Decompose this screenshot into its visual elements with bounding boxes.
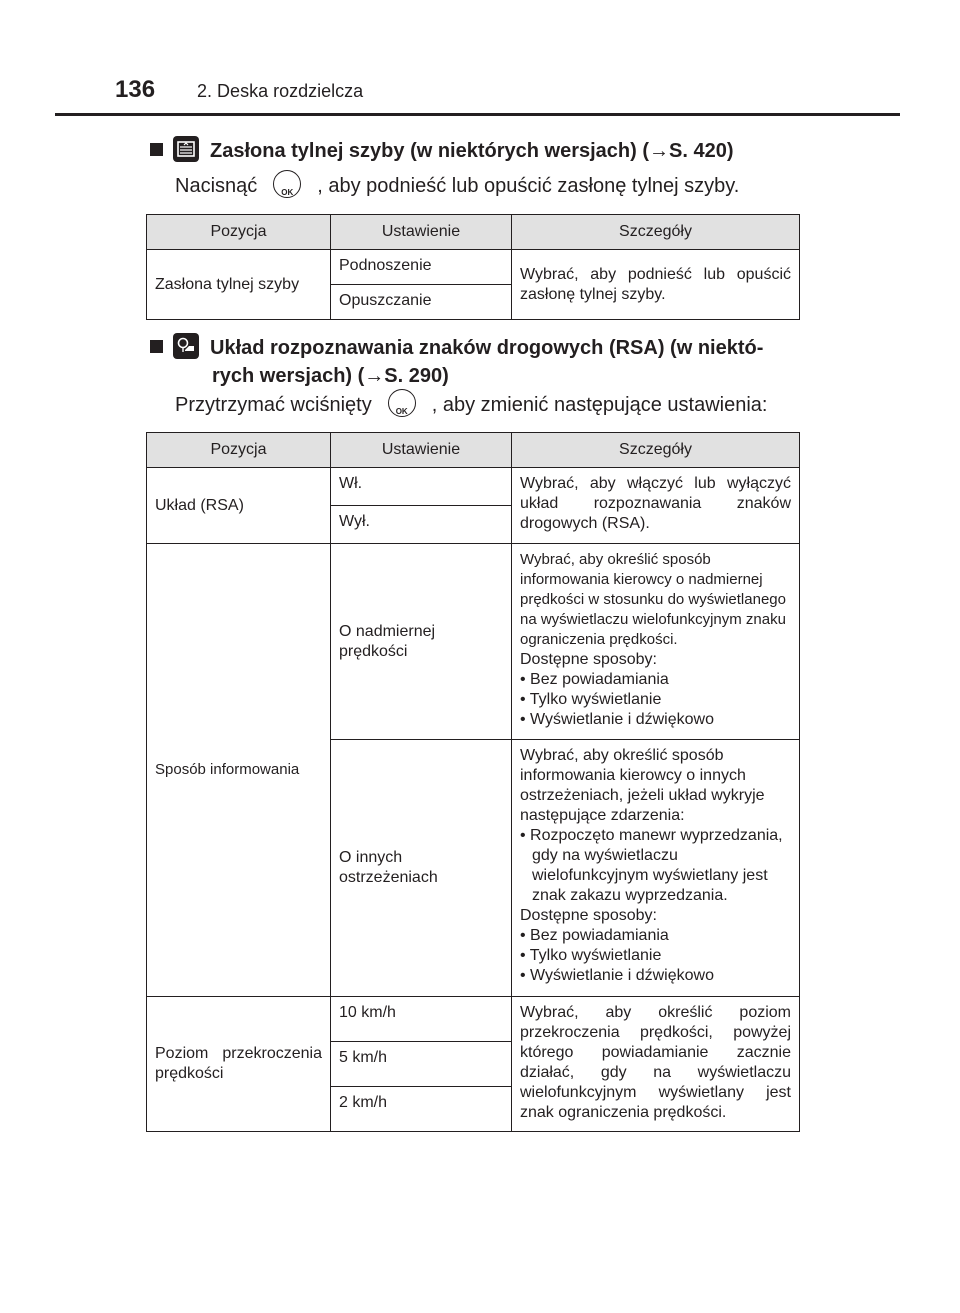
rear-sunshade-table (146, 214, 800, 320)
setting-cell: 10 km/h (331, 997, 512, 1042)
details-cell: Wybrać, aby określić poziom przekroczenia prędkości, powyżej którego powiadamianie zacznie działać, gdy na wyświetlaczu wielofunkcyjnym wyświetlany jest znak ograniczenia prędkości. (512, 997, 800, 1132)
item-cell: Układ (RSA) (147, 468, 331, 544)
details-cell: Wybrać, aby włączyć lub wyłączyć układ rozpoznawania znaków drogowych (RSA). (512, 468, 800, 544)
rsa-settings-table (146, 432, 800, 1132)
column-header: Pozycja (147, 215, 331, 250)
setting-cell: Opuszczanie (331, 285, 512, 320)
column-header: Ustawienie (331, 433, 512, 468)
page-header (115, 76, 363, 104)
column-header: Pozycja (147, 433, 331, 468)
column-header: Szczegóły (512, 433, 800, 468)
page-number: 136 (115, 76, 156, 103)
ok-button-icon (388, 389, 416, 417)
ok-button-icon (273, 170, 301, 198)
bullet-square-icon (150, 143, 163, 156)
header-rule (55, 113, 900, 116)
section-rear-sunshade-intro: NacisnąćOK , aby podnieść lub opuścić zasłonę tylnej szyby. (175, 170, 739, 200)
column-header: Szczegóły (512, 215, 800, 250)
chapter-title: 2. Deska rozdzielcza (197, 81, 364, 101)
setting-cell: Wł. (331, 468, 512, 506)
details-cell: Wybrać, aby określić sposób informowania kierowcy o nadmiernej prędkości w stosunku do wyświetlanego na wyświetlaczu wielofunkcyjnym znaku ograniczenia prędkości. Dostępne sposoby: • Bez powiadamiania • Tylko wyświetlanie • Wyświetlanie i dźwiękowo (512, 544, 800, 740)
setting-cell: 2 km/h (331, 1087, 512, 1132)
rear-sunshade-icon (173, 136, 199, 162)
setting-cell: O innych ostrzeżeniach (331, 740, 512, 997)
section-rsa-intro: Przytrzymać wciśniętyOK , aby zmienić następujące ustawienia: (175, 389, 767, 419)
section-rear-sunshade-title: Zasłona tylnej szyby (w niektórych wersjach) (→S. 420) (150, 136, 734, 165)
details-cell: Wybrać, aby określić sposób informowania kierowcy o innych ostrzeżeniach, jeżeli układ wykryje następujące zdarzenia: • Rozpoczęto manewr wyprzedzania, gdy na wyświetlaczu wielofunkcyjnym wyświetlany jest znak zakazu wyprzedzania. Dostępne sposoby: • Bez powiadamiania • Tylko wyświetlanie • Wyświetlanie i dźwiękowo (512, 740, 800, 997)
setting-cell: Wył. (331, 506, 512, 544)
road-sign-assist-icon (173, 333, 199, 359)
section-rsa-title: Układ rozpoznawania znaków drogowych (RSA) (w niektó- rych wersjach) (→S. 290) (150, 333, 763, 390)
page-reference: →S. 290) (364, 365, 449, 387)
setting-cell: O nadmiernej prędkości (331, 544, 512, 740)
details-cell: Wybrać, aby podnieść lub opuścić zasłonę tylnej szyby. (512, 250, 800, 320)
item-cell: Zasłona tylnej szyby (147, 250, 331, 320)
column-header: Ustawienie (331, 215, 512, 250)
item-cell: Sposób informowania (147, 544, 331, 997)
setting-cell: 5 km/h (331, 1042, 512, 1087)
bullet-square-icon (150, 340, 163, 353)
page-reference: →S. 420) (649, 140, 734, 162)
setting-cell: Podnoszenie (331, 250, 512, 285)
item-cell: Poziom przekroczenia prędkości (147, 997, 331, 1132)
